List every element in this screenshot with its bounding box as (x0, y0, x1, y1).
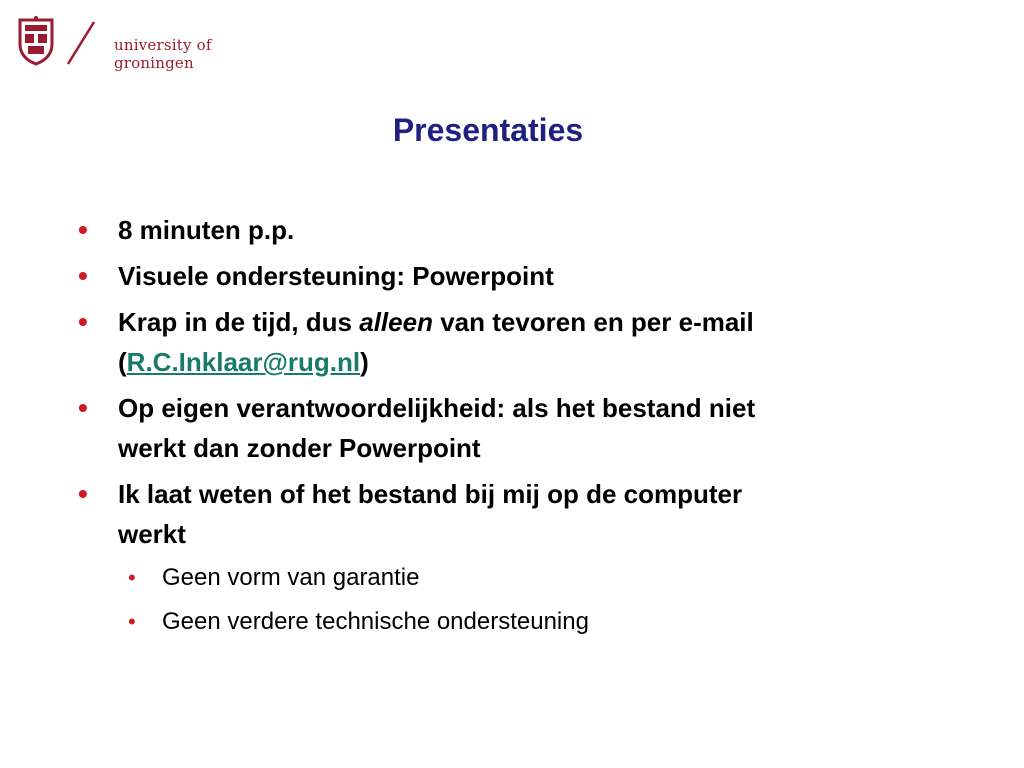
bullet-marker-icon: • (78, 478, 88, 509)
bullet-item (72, 256, 972, 296)
logo-divider-slash-icon (62, 18, 102, 68)
open-paren: ( (118, 347, 127, 377)
bullet-text: 8 minuten p.p. (118, 215, 295, 245)
sub-bullet-text: Geen verdere technische ondersteuning (162, 608, 589, 635)
bullet-item (72, 388, 972, 468)
logo-line-1: university of (114, 36, 212, 54)
slide-title: Presentaties (392, 112, 584, 148)
bullet-text-line: werkt dan zonder Powerpoint (118, 433, 481, 463)
close-paren: ) (360, 347, 369, 377)
slide-content (72, 210, 972, 648)
bullet-item (72, 474, 972, 554)
bullet-text-part: Krap in de tijd, dus (118, 307, 360, 337)
logo-wordmark (114, 36, 212, 72)
bullet-text-emphasis: alleen (359, 307, 433, 337)
bullet-text-line (118, 342, 972, 382)
university-logo (14, 14, 214, 74)
bullet-marker-icon: • (78, 214, 88, 245)
bullet-text-line (118, 302, 972, 342)
university-crest-icon (16, 16, 56, 66)
bullet-marker-icon: • (78, 306, 88, 337)
logo-line-2: groningen (114, 54, 194, 72)
bullet-text-part: van tevoren en per e-mail (432, 307, 754, 337)
bullet-marker-icon: • (78, 260, 88, 291)
bullet-text-line: Op eigen verantwoordelijkheid: als het bestand niet (118, 393, 756, 423)
sub-bullet-marker-icon: • (128, 565, 136, 590)
sub-bullet-marker-icon: • (128, 609, 136, 634)
sub-bullet-item (72, 560, 972, 596)
bullet-item (72, 210, 972, 250)
sub-bullet-item (72, 604, 972, 640)
bullet-text-line: werkt (118, 519, 186, 549)
bullet-marker-icon: • (78, 392, 88, 423)
bullet-text: Visuele ondersteuning: Powerpoint (118, 261, 554, 291)
email-link[interactable]: R.C.Inklaar@rug.nl (126, 347, 361, 377)
sub-bullet-text: Geen vorm van garantie (162, 564, 420, 591)
bullet-item (72, 302, 972, 382)
bullet-text-line: Ik laat weten of het bestand bij mij op de computer (118, 479, 743, 509)
